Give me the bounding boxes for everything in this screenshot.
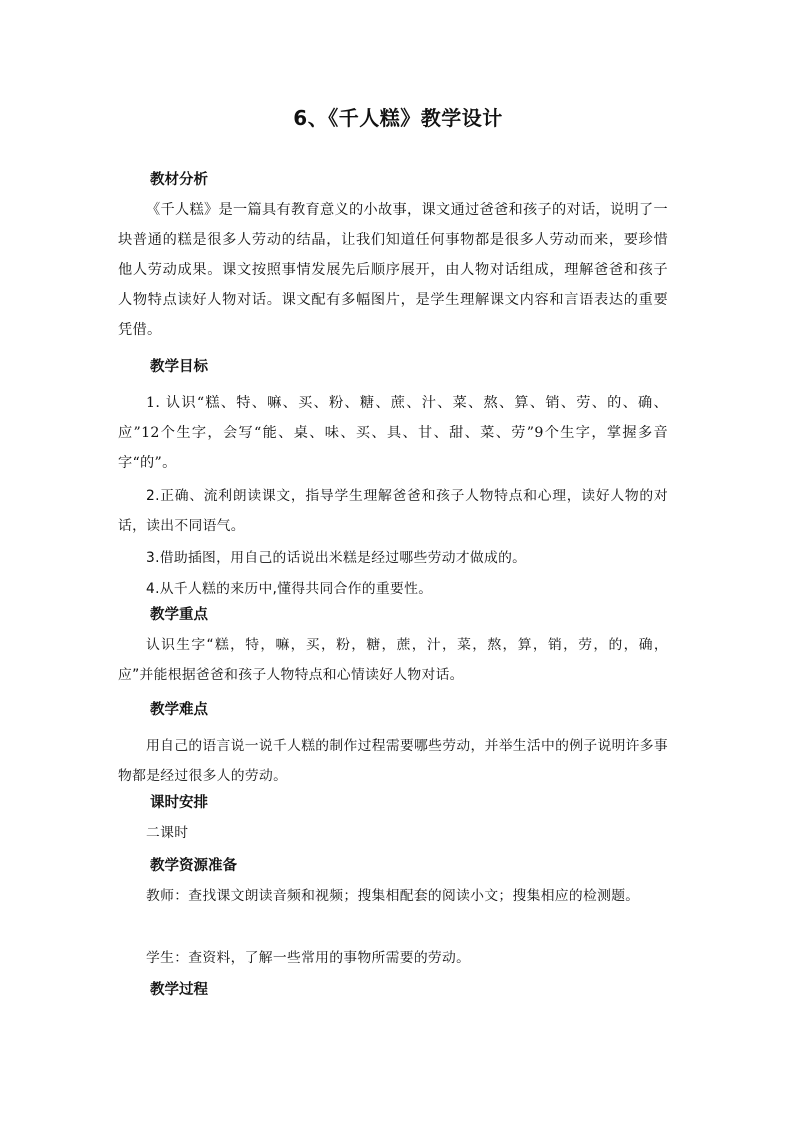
- goal-item-1: 1. 认识“糕、特、嘛、买、粉、糖、蔗、汁、菜、熬、算、销、劳、的、确、应”12个生字，会写“能、桌、味、买、具、甘、甜、菜、劳”9个生字，掌握多音字“的”。: [118, 395, 668, 471]
- heading-analysis: 教材分析: [150, 172, 208, 188]
- heading-goals: 教学目标: [150, 359, 208, 375]
- goal-item-4: 4.从千人糕的来历中,懂得共同合作的重要性。: [146, 581, 433, 597]
- paragraph-difficulty: 用自己的语言说一说千人糕的制作过程需要哪些劳动，并举生活中的例子说明许多事物都是经过很多人的劳动。: [118, 738, 668, 784]
- paragraph-resources-student: 学生：查资料，了解一些常用的事物所需要的劳动。: [146, 950, 471, 966]
- heading-resources: 教学资源准备: [150, 858, 237, 874]
- heading-process: 教学过程: [150, 982, 208, 998]
- heading-schedule: 课时安排: [150, 795, 208, 811]
- paragraph-resources-teacher: 教师：查找课文朗读音频和视频；搜集相配套的阅读小文；搜集相应的检测题。: [146, 888, 640, 904]
- paragraph-focus: 认识生字“糕，特，嘛，买，粉，糖，蔗，汁，菜，熬，算，销，劳，的，确，应”并能根据爸爸和孩子人物特点和心情读好人物对话。: [118, 637, 668, 683]
- heading-difficulty: 教学难点: [150, 702, 208, 718]
- document-page: [118, 0, 678, 1123]
- paragraph-schedule: 二课时: [146, 825, 189, 841]
- goal-item-2: 2.正确、流利朗读课文，指导学生理解爸爸和孩子人物特点和心理，读好人物的对话，读出不同语气。: [118, 488, 668, 534]
- goal-item-3: 3.借助插图，用自己的话说出米糕是经过哪些劳动才做成的。: [146, 550, 527, 566]
- document-title: 6、《千人糕》教学设计: [293, 106, 503, 130]
- heading-focus: 教学重点: [150, 607, 208, 623]
- paragraph-analysis: 《千人糕》是一篇具有教育意义的小故事，课文通过爸爸和孩子的对话，说明了一块普通的糕是很多人劳动的结晶，让我们知道任何事物都是很多人劳动而来，要珍惜他人劳动成果。课文按照事情发展先后顺序展开，由人物对话组成，理解爸爸和孩子人物特点读好人物对话。课文配有多幅图片，是学生理解课文内容和言语表达的重要凭借。: [118, 202, 668, 338]
